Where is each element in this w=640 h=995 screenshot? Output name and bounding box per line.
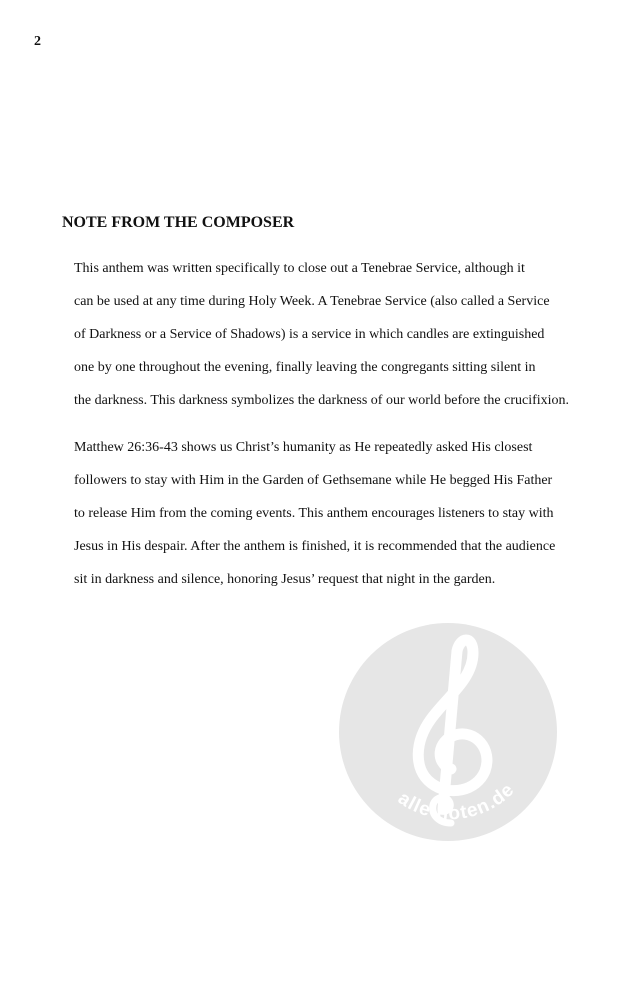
watermark-text: alle-noten.de — [394, 779, 519, 825]
paragraph-line: to release Him from the coming events. This anthem encourages listeners to stay with — [74, 505, 554, 521]
page-number: 2 — [34, 34, 41, 49]
paragraph-line: the darkness. This darkness symbolizes the darkness of our world before the crucifixion. — [74, 392, 570, 408]
treble-clef-icon — [339, 623, 557, 841]
paragraph-line: sit in darkness and silence, honoring Jesus’ request that night in the garden. — [74, 571, 496, 587]
paragraph-line: This anthem was written specifically to close out a Tenebrae Service, although it — [74, 261, 525, 276]
paragraph-line: Matthew 26:36-43 shows us Christ’s humanity as He repeatedly asked His closest — [74, 440, 533, 455]
paragraph-tenebrae — [74, 253, 569, 417]
paragraph-line: Jesus in His despair. After the anthem is finished, it is recommended that the audience — [74, 538, 556, 554]
paragraph-matthew — [74, 432, 555, 596]
paragraph-line: one by one throughout the evening, finally leaving the congregants sitting silent in — [74, 359, 536, 375]
paragraph-line: followers to stay with Him in the Garden of Gethsemane while He begged His Father — [74, 472, 553, 488]
paragraph-line: can be used at any time during Holy Week. A Tenebrae Service (also called a Service — [74, 293, 550, 309]
watermark-logo — [339, 623, 557, 841]
section-heading: NOTE FROM THE COMPOSER — [62, 214, 295, 231]
paragraph-line: of Darkness or a Service of Shadows) is a service in which candles are extinguished — [74, 326, 545, 342]
